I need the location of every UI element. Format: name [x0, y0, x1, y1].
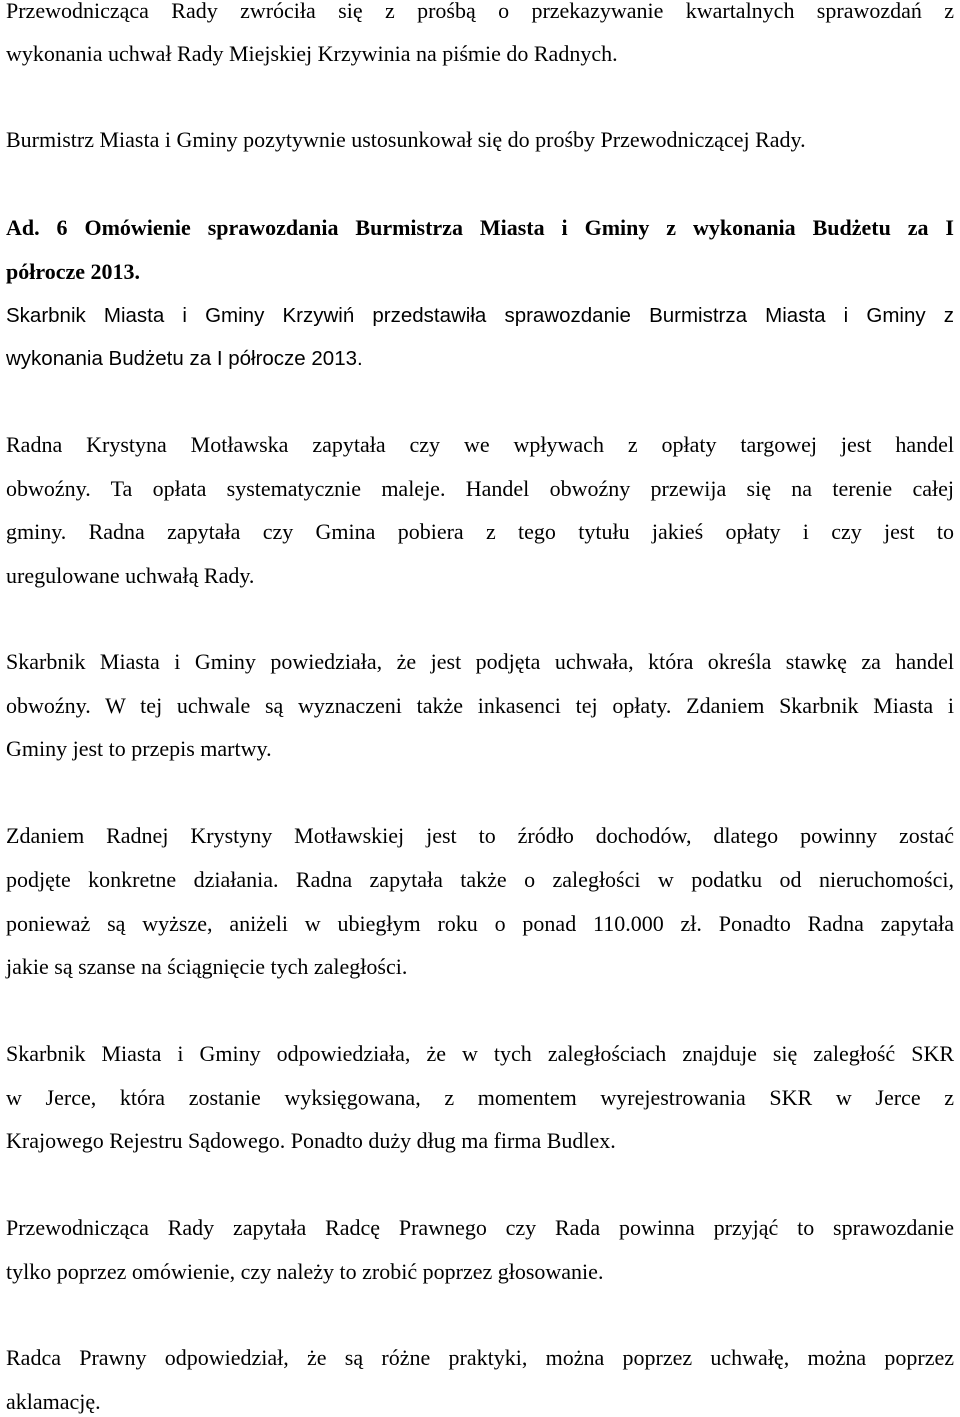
text-line: obwoźny. Ta opłata systematycznie maleje. Handel obwoźny przewija się na terenie całej [6, 476, 954, 501]
text-line: Burmistrz Miasta i Gminy pozytywnie ustosunkował się do prośby Przewodniczącej Rady. [6, 127, 806, 152]
heading-line: półrocze 2013. [6, 259, 141, 284]
text-line: wykonania Budżetu za I półrocze 2013. [6, 347, 363, 370]
text-line: Skarbnik Miasta i Gminy Krzywiń przedstawiła sprawozdanie Burmistrza Miasta i Gminy z [6, 304, 954, 327]
text-line: obwoźny. W tej uchwale są wyznaczeni także inkasenci tej opłaty. Zdaniem Skarbnik Miasta i [6, 693, 954, 718]
text-line: Skarbnik Miasta i Gminy odpowiedziała, że w tych zaległościach znajduje się zaległość SKR [6, 1041, 954, 1066]
text-line: gminy. Radna zapytała czy Gmina pobiera z tego tytułu jakieś opłaty i czy jest to [6, 519, 954, 544]
text-line: Przewodnicząca Rady zapytała Radcę Prawnego czy Rada powinna przyjąć to sprawozdanie [6, 1215, 954, 1240]
text-line: Radna Krystyna Motławska zapytała czy we wpływach z opłaty targowej jest handel [6, 432, 954, 457]
text-line: w Jerce, która zostanie wyksięgowana, z momentem wyrejestrowania SKR w Jerce z [6, 1085, 954, 1110]
text-line: Krajowego Rejestru Sądowego. Ponadto duży dług ma firma Budlex. [6, 1128, 616, 1153]
heading-line: Ad. 6 Omówienie sprawozdania Burmistrza Miasta i Gminy z wykonania Budżetu za I [6, 215, 954, 240]
text-line: tylko poprzez omówienie, czy należy to zrobić poprzez głosowanie. [6, 1259, 604, 1284]
text-line: Zdaniem Radnej Krystyny Motławskiej jest to źródło dochodów, dlatego powinny zostać [6, 823, 954, 848]
text-line: Skarbnik Miasta i Gminy powiedziała, że jest podjęta uchwała, która określa stawkę za handel [6, 649, 954, 674]
text-line: uregulowane uchwałą Rady. [6, 563, 255, 588]
text-line: Radca Prawny odpowiedział, że są różne praktyki, można poprzez uchwałę, można poprzez [6, 1345, 954, 1370]
text-line: ponieważ są wyższe, aniżeli w ubiegłym roku o ponad 110.000 zł. Ponadto Radna zapytała [6, 911, 954, 936]
text-line: Gminy jest to przepis martwy. [6, 736, 272, 761]
text-line: wykonania uchwał Rady Miejskiej Krzywinia na piśmie do Radnych. [6, 41, 618, 66]
text-line: jakie są szanse na ściągnięcie tych zaległości. [6, 954, 408, 979]
text-line: aklamację. [6, 1389, 101, 1414]
text-line: Przewodnicząca Rady zwróciła się z prośbą o przekazywanie kwartalnych sprawozdań z [6, 0, 954, 23]
text-line: podjęte konkretne działania. Radna zapytała także o zaległości w podatku od nieruchomości, [6, 867, 954, 892]
